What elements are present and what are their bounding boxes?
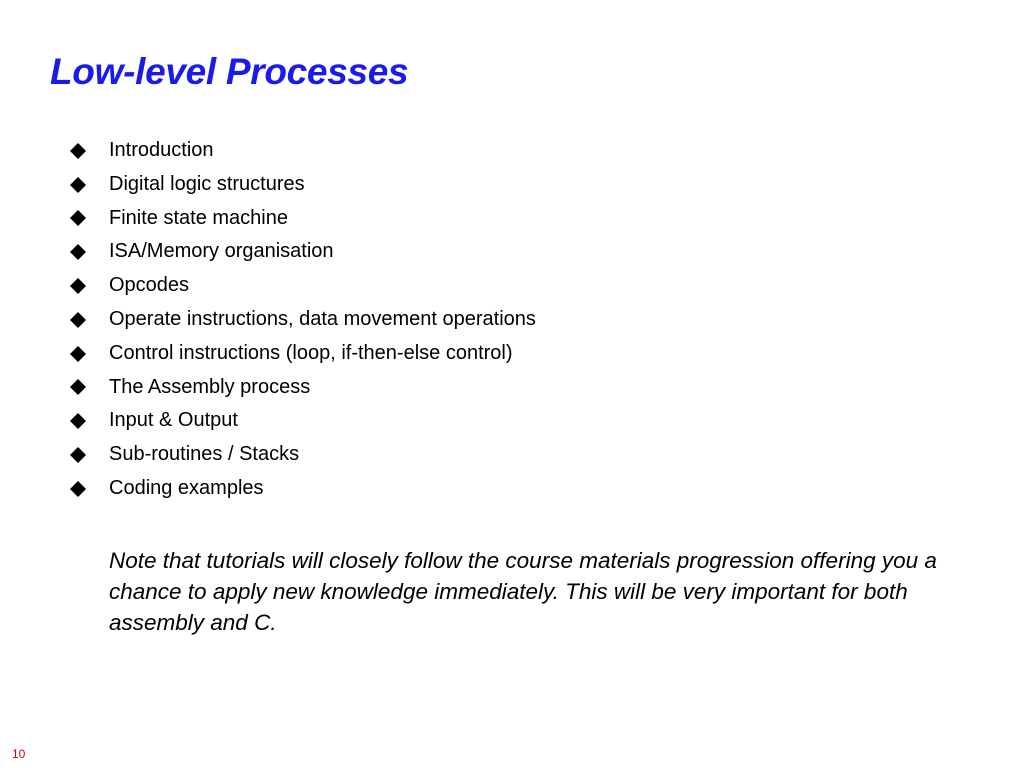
bullet-item: [70, 472, 536, 506]
bullet-item: [70, 337, 536, 371]
diamond-icon: [70, 481, 109, 497]
bullet-text: Input & Output: [109, 409, 238, 432]
bullet-text: Finite state machine: [109, 206, 288, 229]
page-number: 10: [12, 747, 26, 761]
bullet-item: [70, 438, 536, 472]
bullet-text: ISA/Memory organisation: [109, 240, 334, 263]
diamond-icon: [70, 278, 109, 294]
bullet-text: Control instructions (loop, if-then-else control): [109, 341, 513, 364]
bullet-item: [70, 269, 536, 303]
bullet-text: Coding examples: [109, 476, 264, 499]
diamond-icon: [70, 379, 109, 395]
bullet-list: [70, 134, 536, 506]
bullet-item: [70, 235, 536, 269]
diamond-icon: [70, 177, 109, 193]
bullet-text: Introduction: [109, 139, 214, 161]
diamond-icon: [70, 210, 109, 226]
bullet-text: The Assembly process: [109, 375, 311, 398]
bullet-item: [70, 404, 536, 438]
bullet-text: Opcodes: [109, 274, 190, 297]
bullet-item: [70, 303, 536, 337]
bullet-text: Digital logic structures: [109, 172, 305, 195]
bullet-text: Operate instructions, data movement operations: [109, 307, 536, 330]
slide-title: Low-level Processes: [50, 51, 409, 92]
diamond-icon: [70, 447, 109, 463]
diamond-icon: [70, 244, 109, 260]
bullet-text: Sub-routines / Stacks: [109, 443, 300, 466]
bullet-item: [70, 371, 536, 405]
course-note: Note that tutorials will closely follow the course materials progression offering you a chance to apply new knowledge immediately. This will be very important for both assembly and C.: [109, 548, 937, 635]
bullet-item: [70, 134, 536, 168]
diamond-icon: [70, 312, 109, 328]
diamond-icon: [70, 143, 109, 159]
diamond-icon: [70, 413, 109, 429]
bullet-item: [70, 202, 536, 236]
diamond-icon: [70, 346, 109, 362]
bullet-item: [70, 168, 536, 202]
